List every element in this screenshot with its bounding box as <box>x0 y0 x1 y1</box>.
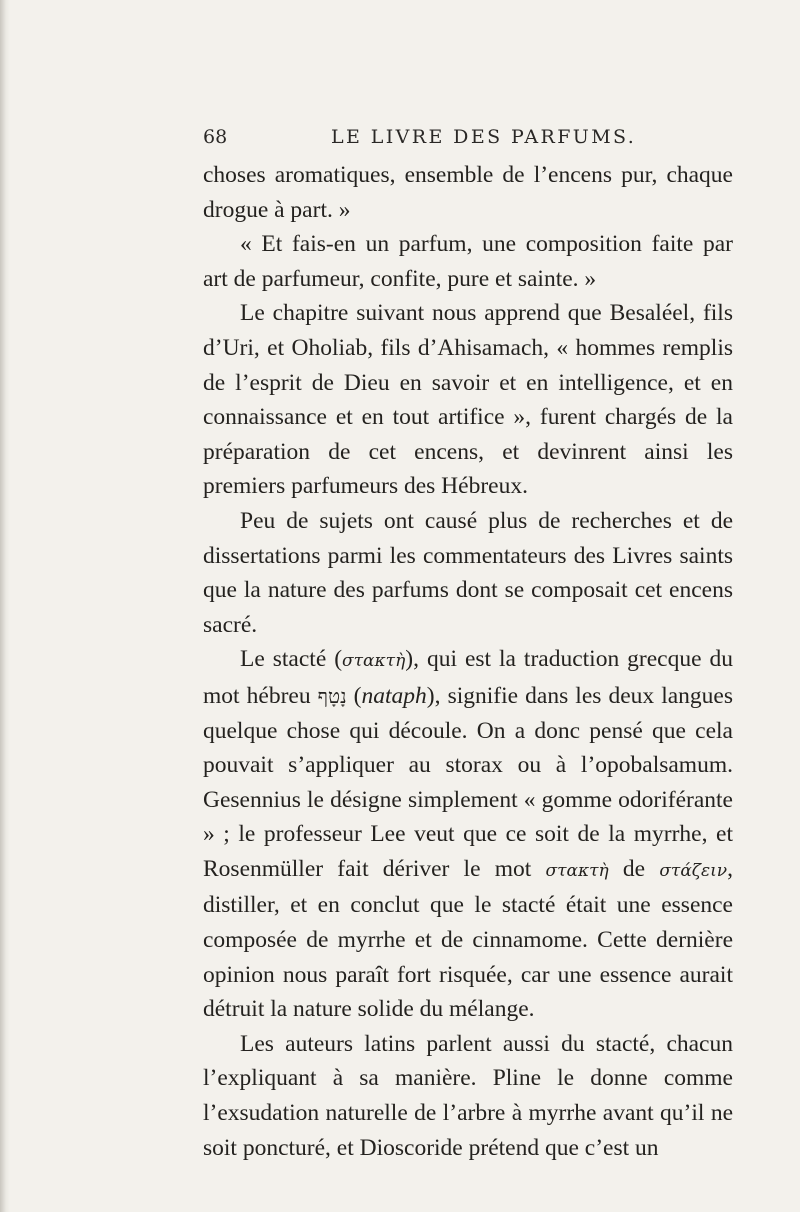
hebrew-word-nataph: נָטָף <box>317 683 347 708</box>
text-segment: Le stacté ( <box>240 646 343 673</box>
paragraph-5 <box>203 642 733 1027</box>
page-number: 68 <box>203 126 228 148</box>
paragraph-6: Les auteurs latins parlent aussi du stacté, chacun l’expliquant à sa manière. Pline le donne comme l’exsudation naturelle de l’arbre à myrrhe avant qu’il ne soit poncturé, et Dioscoride prétend que c’est un <box>203 1030 733 1161</box>
paragraph-2: « Et fais-en un parfum, une composition faite par art de parfumeur, confite, pure et sainte. » <box>203 231 733 292</box>
text-segment: de <box>608 855 660 882</box>
text-segment: ), qui est la traduction grecque du mot hébreu <box>203 646 734 709</box>
greek-word-stakte: στακτὴ <box>342 651 406 672</box>
page-header <box>203 122 733 156</box>
page-gutter-shadow <box>0 0 10 1212</box>
running-title: LE LIVRE DES PARFUMS. <box>331 126 637 148</box>
paragraph-4: Peu de sujets ont causé plus de recherches et de dissertations parmi les commentateurs des Livres saints que la nature des parfums dont se composait cet encens sacré. <box>203 507 733 638</box>
text-segment: ), signifie dans les deux langues quelque chose qui découle. On a donc pensé que cela pouvait s’appliquer au storax ou à l’opobalsamum. Gesennius le désigne simplement « gomme odoriférante » ; le professeur Lee veut que ce soit de la myrrhe, et Rosenmüller fait dériver le mot <box>203 682 734 882</box>
paragraph-1: choses aromatiques, ensemble de l’encens pur, chaque drogue à part. » <box>203 162 733 223</box>
paragraph-3: Le chapitre suivant nous apprend que Besaléel, fils d’Uri, et Oholiab, fils d’Ahisamach, « hommes remplis de l’esprit de Dieu en savoir et en intelligence, et en connaissance et en tout artifice », furent chargés de la préparation de cet encens, et devinrent ainsi les premiers parfumeurs des Hébreux. <box>203 300 733 500</box>
body-text <box>203 158 733 1165</box>
text-segment: , distiller, et en conclut que le stacté était une essence composée de myrrhe et de cinnamome. Cette dernière opinion nous paraît fort risquée, car une essence aurait détruit la nature solide du mélange. <box>203 855 734 1023</box>
greek-word-stazein: στάζειν <box>659 860 728 881</box>
text-segment: ( <box>346 682 362 709</box>
greek-word-stakte: στακτὴ <box>545 860 609 881</box>
transliteration-nataph: nataph <box>361 682 427 709</box>
